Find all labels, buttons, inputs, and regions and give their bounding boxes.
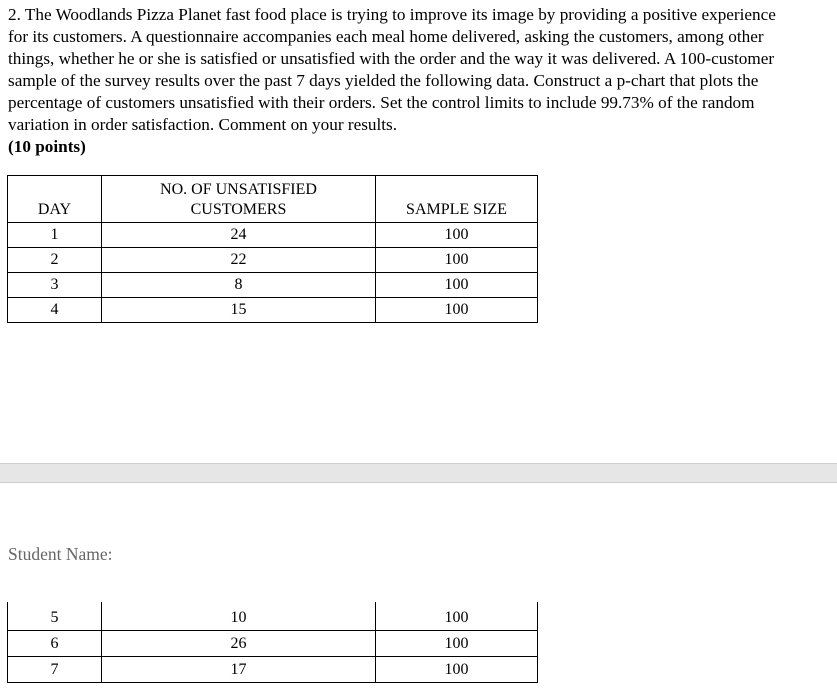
cell-sample: 100 <box>376 602 538 631</box>
cell-day: 1 <box>8 223 102 248</box>
cell-sample: 100 <box>376 298 538 323</box>
table-row <box>8 298 538 323</box>
cell-unsatisfied: 24 <box>102 223 376 248</box>
cell-unsatisfied: 22 <box>102 248 376 273</box>
question-points: (10 points) <box>8 137 86 156</box>
cell-unsatisfied: 17 <box>102 657 376 683</box>
cell-sample: 100 <box>376 273 538 298</box>
header-sample-size: SAMPLE SIZE <box>376 176 538 223</box>
cell-sample: 100 <box>376 631 538 657</box>
cell-day: 7 <box>8 657 102 683</box>
cell-sample: 100 <box>376 657 538 683</box>
table-row <box>8 273 538 298</box>
table-row <box>8 657 538 683</box>
cell-unsatisfied: 26 <box>102 631 376 657</box>
table-row <box>8 602 538 631</box>
header-day: DAY <box>8 176 102 223</box>
table-row <box>8 631 538 657</box>
table-header-row <box>8 176 538 223</box>
header-unsatisfied-line2: CUSTOMERS <box>190 201 287 218</box>
header-unsatisfied <box>102 176 376 223</box>
cell-sample: 100 <box>376 223 538 248</box>
table-row <box>8 223 538 248</box>
cell-day: 4 <box>8 298 102 323</box>
cell-day: 6 <box>8 631 102 657</box>
survey-table <box>7 175 538 323</box>
cell-day: 2 <box>8 248 102 273</box>
table-row <box>8 248 538 273</box>
cell-day: 3 <box>8 273 102 298</box>
cell-sample: 100 <box>376 248 538 273</box>
cell-unsatisfied: 8 <box>102 273 376 298</box>
cell-day: 5 <box>8 602 102 631</box>
question-text <box>8 4 798 158</box>
question-body: 2. The Woodlands Pizza Planet fast food place is trying to improve its image by providing a positive experience for its customers. A questionnaire accompanies each meal home delivered, asking the customers, among other things, whether he or she is satisfied or unsatisfied with the order and the way it was delivered. A 100-customer sample of the survey results over the past 7 days yielded the following data. Construct a p-chart that plots the percentage of customers unsatisfied with their orders. Set the control limits to include 99.73% of the random variation in order satisfaction. Comment on your results. <box>8 5 776 134</box>
survey-table-continued <box>7 602 538 683</box>
cell-unsatisfied: 15 <box>102 298 376 323</box>
cell-unsatisfied: 10 <box>102 602 376 631</box>
header-unsatisfied-line1: NO. OF UNSATISFIED <box>160 181 317 198</box>
student-name-label: Student Name: <box>8 544 113 564</box>
page-break-divider <box>0 463 837 483</box>
